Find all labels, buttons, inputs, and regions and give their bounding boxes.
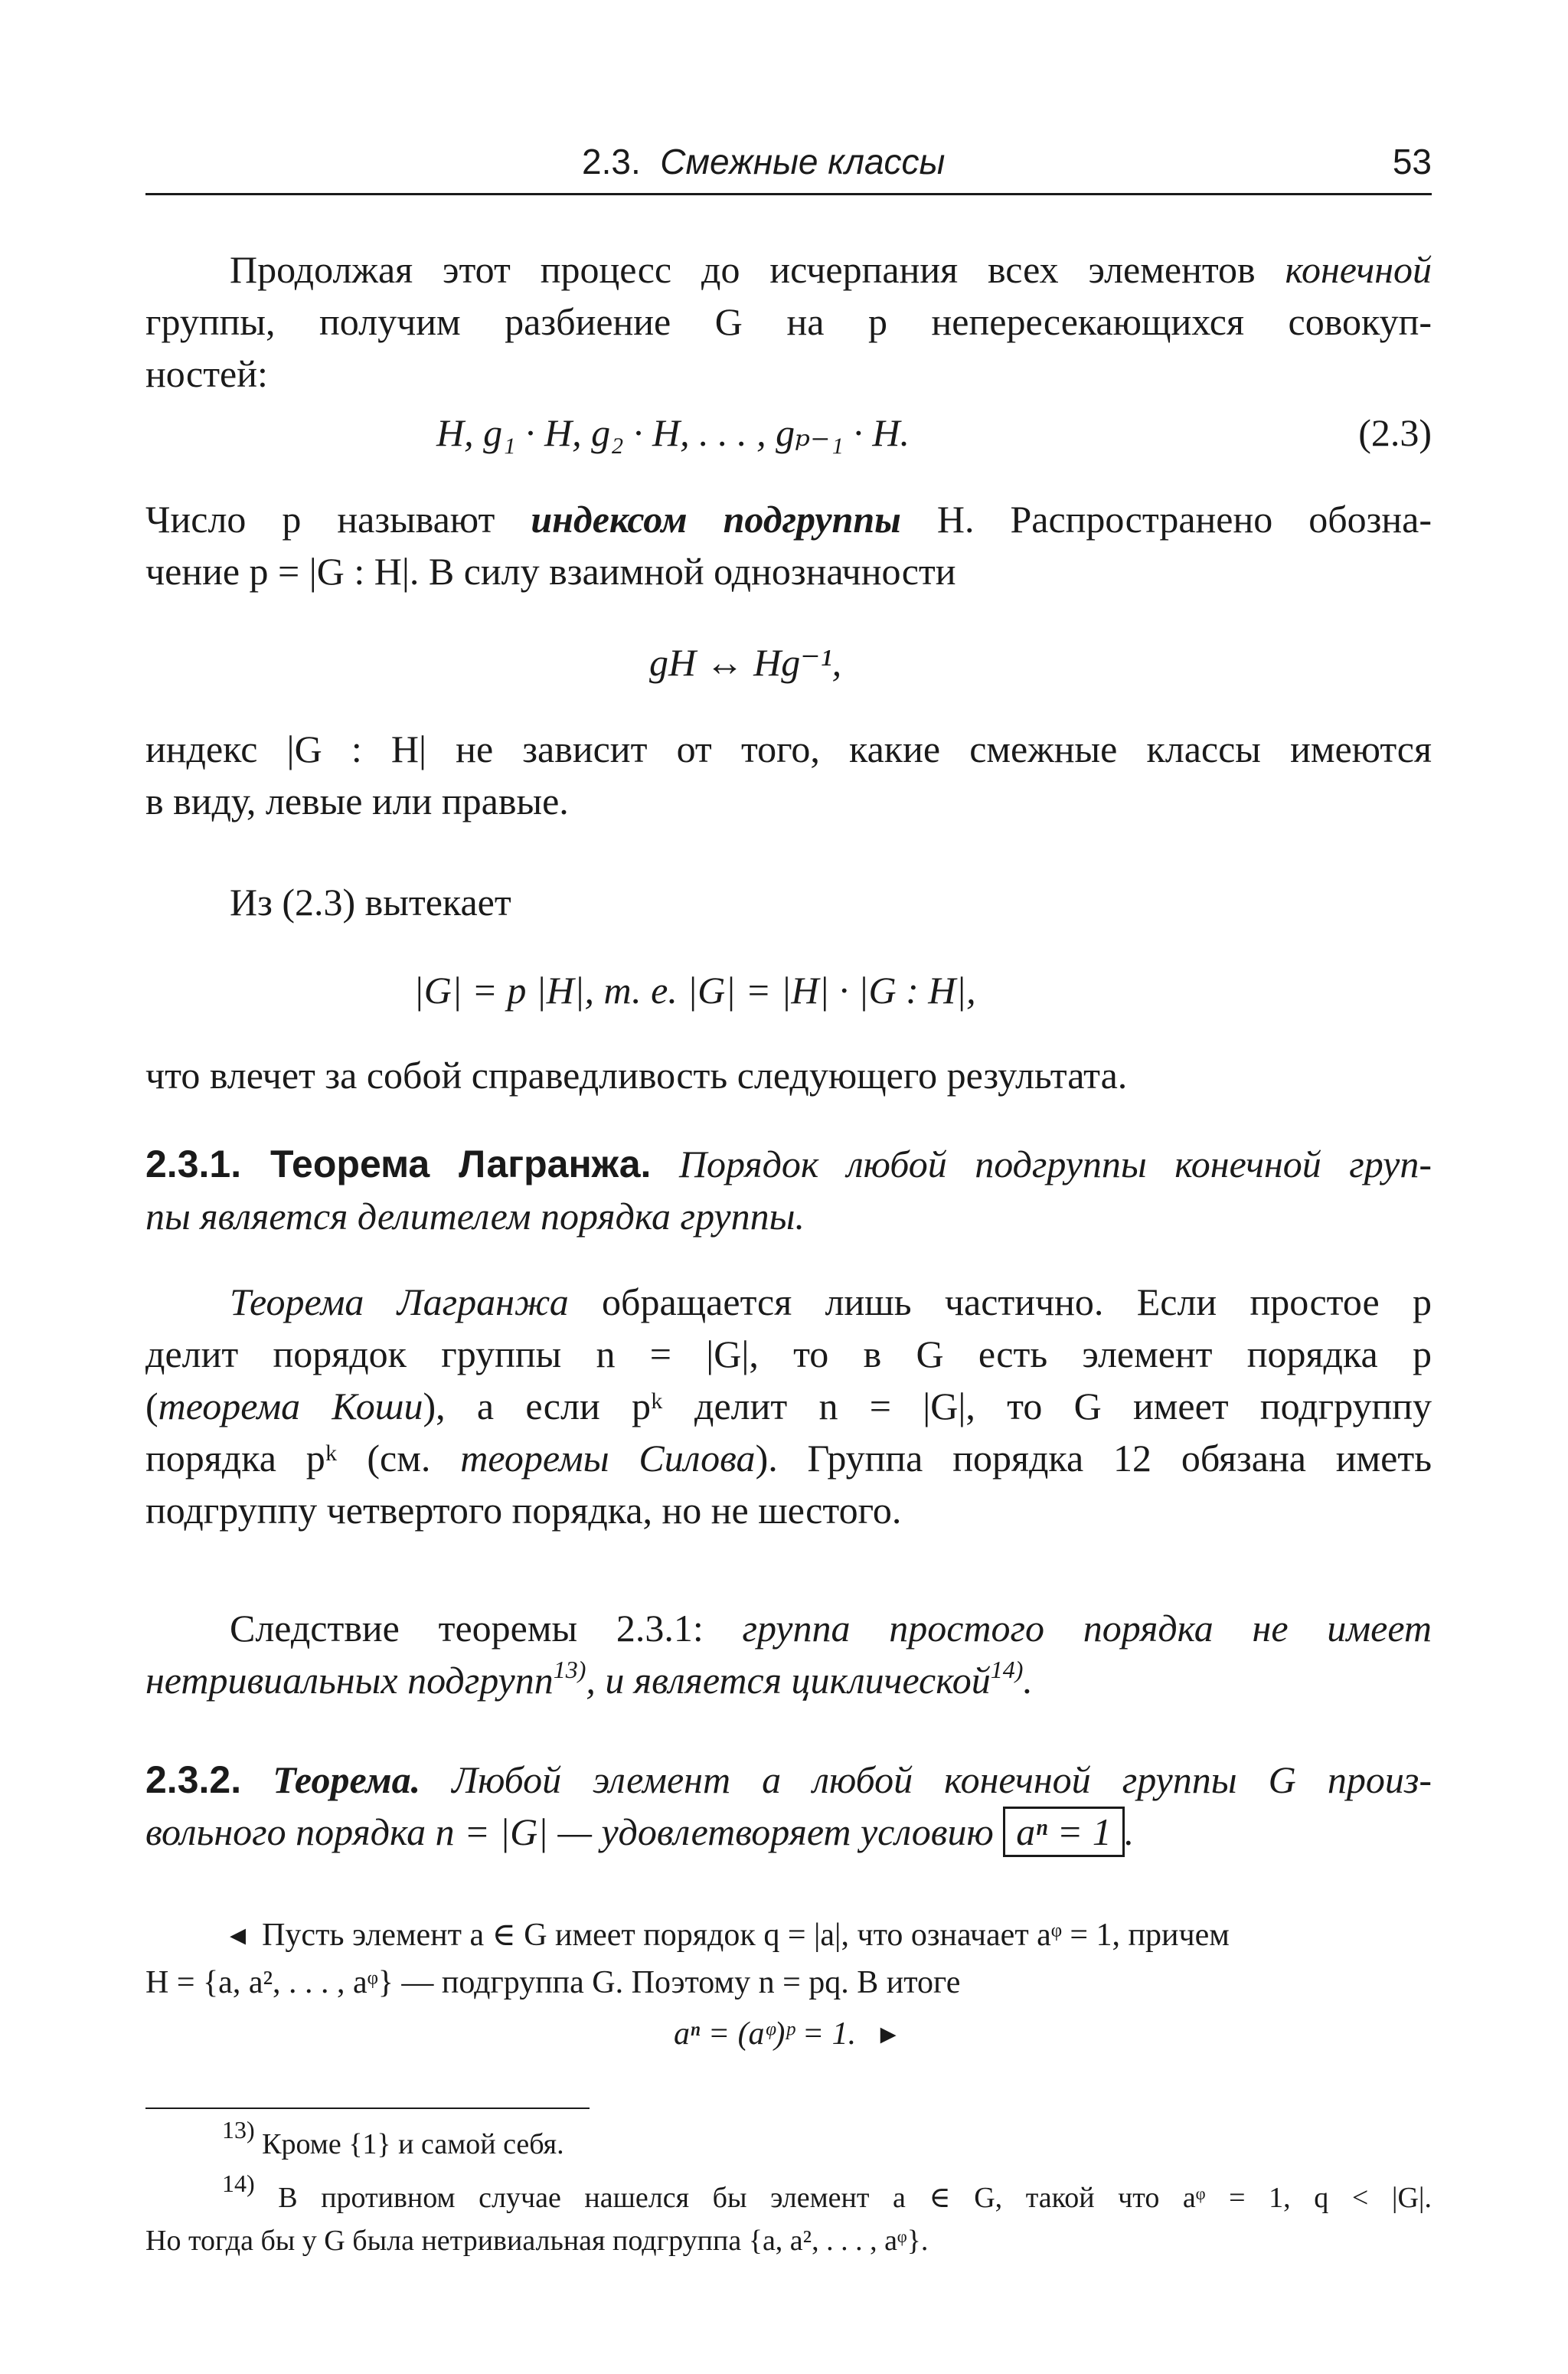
paragraph-4: Из (2.3) вытекает (230, 881, 511, 924)
thm2-label-word: Теорема. (273, 1758, 421, 1801)
thm1-line1: 2.3.1. Теорема Лагранжа. Порядок любой подгруппы конечной груп- (145, 1143, 1432, 1185)
proof-equation: aⁿ = (aᵠ)ᵖ = 1. ▸ (674, 2016, 897, 2052)
running-header (145, 139, 1432, 195)
p6-line4: порядка pᵏ (см. теоремы Силова). Группа порядка 12 обязана иметь (145, 1437, 1432, 1480)
equation-number-2-3: (2.3) (1358, 411, 1432, 454)
equation-lagrange-order: |G| = p |H|, т. е. |G| = |H| · |G : H|, (413, 969, 976, 1012)
theorem-2-3-2 (145, 1754, 1432, 1858)
equation-2-3: H, g₁ · H, g₂ · H, . . . , gₚ₋₁ · H. (436, 411, 910, 454)
p1-line1: Продолжая этот процесс до исчерпания всех элементов конечной (230, 248, 1432, 291)
p6-line2: делит порядок группы n = |G|, то в G есть элемент порядка p (145, 1333, 1432, 1375)
p6-line3: (теорема Коши), а если pᵏ делит n = |G|, то G имеет подгруппу (145, 1385, 1432, 1427)
proof-start-marker: ◂ (230, 1918, 247, 1953)
proof-block (145, 1911, 1432, 2006)
proof-line2: H = {a, a², . . . , aᵠ} — подгруппа G. Поэтому n = pq. В итоге (145, 1965, 961, 2000)
page-number: 53 (1392, 142, 1432, 181)
theorem-lagrange (145, 1138, 1432, 1242)
thm2-line2: вольного порядка n = |G| — удовлетворяет условию aⁿ = 1 . (145, 1806, 1432, 1858)
p1-line3: ностей: (145, 352, 268, 395)
p2-line2: чение p = |G : H|. В силу взаимной однозначности (145, 550, 956, 593)
equation-bijection: gH ↔ Hg⁻¹, (649, 641, 842, 684)
footnote-14 (145, 2170, 1432, 2262)
thm2-line1: 2.3.2. Теорема. Любой элемент a любой конечной группы G произ- (145, 1758, 1432, 1801)
header-title (582, 141, 945, 182)
boxed-formula: aⁿ = 1 (1003, 1807, 1125, 1857)
paragraph-2 (145, 493, 1432, 597)
p3-line2: в виду, левые или правые. (145, 780, 569, 822)
p7-line1: Следствие теоремы 2.3.1: группа простого порядка не имеет (230, 1607, 1432, 1650)
p6-line5: подгруппу четвертого порядка, но не шестого. (145, 1489, 902, 1532)
section-title: Смежные классы (660, 142, 946, 181)
proof-line1: ◂ Пусть элемент a ∈ G имеет порядок q = |a|, что означает aᵠ = 1, причем (230, 1918, 1230, 1953)
p6-line1: Теорема Лагранжа обращается лишь частично. Если простое p (230, 1280, 1432, 1323)
fn14-line2: Но тогда бы у G была нетривиальная подгруппа {a, a², . . . , aᵠ}. (145, 2225, 929, 2257)
footnote-rule (145, 2107, 590, 2109)
fn14-line1: $^{14)}$ В противном случае нашелся бы элемент a ∈ G, такой что aᵠ = 1, q < |G|. (222, 2170, 1432, 2214)
p3-line1: индекс |G : H| не зависит от того, какие смежные классы имеются (145, 728, 1432, 770)
p2-line1: Число p называют индексом подгруппы H. Распространено обозна- (145, 498, 1432, 541)
footnote-13: $^{13)}$ Кроме {1} и самой себя. (222, 2116, 564, 2160)
paragraph-7-corollary (145, 1602, 1432, 1706)
thm1-label: 2.3.1. Теорема Лагранжа. (145, 1143, 652, 1185)
section-number: 2.3. (582, 142, 641, 181)
thm2-label: 2.3.2. (145, 1758, 242, 1801)
paragraph-5: что влечет за собой справедливость следующего результата. (145, 1054, 1128, 1097)
paragraph-6 (145, 1276, 1432, 1536)
footnote-ref-14: 14) (990, 1656, 1024, 1683)
proof-end-marker: ▸ (880, 2016, 897, 2052)
p7-line2: нетривиальных подгрупп$^{13)}$, и является циклической$^{14)}$. (145, 1656, 1033, 1702)
footnote-ref-13: 13) (553, 1656, 586, 1683)
thm1-line2: пы является делителем порядка группы. (145, 1195, 805, 1238)
p1-line2: группы, получим разбиение G на p непересекающихся совокуп- (145, 300, 1432, 343)
paragraph-1 (145, 244, 1432, 400)
paragraph-3 (145, 723, 1432, 827)
